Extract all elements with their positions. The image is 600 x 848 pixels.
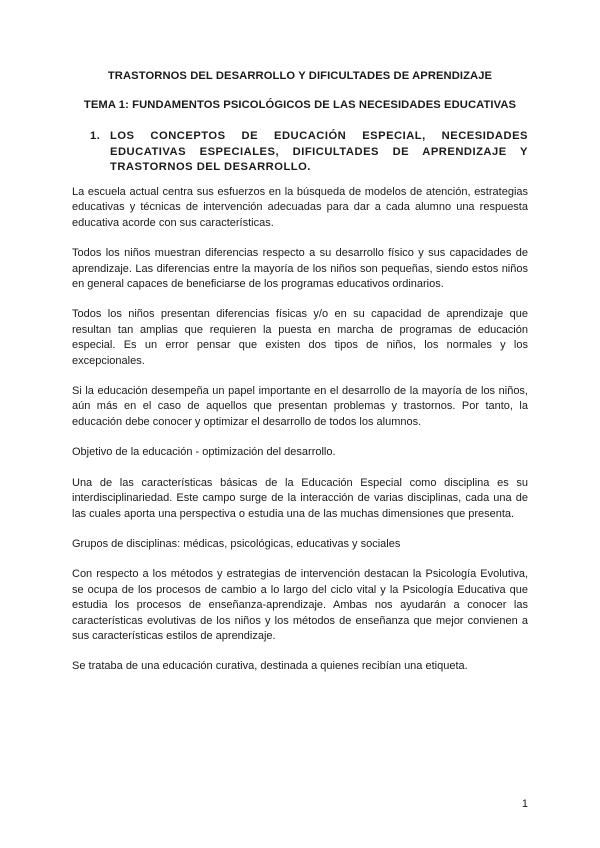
document-title: TRASTORNOS DEL DESARROLLO Y DIFICULTADES DE APRENDIZAJE xyxy=(107,70,493,82)
document-subtitle: TEMA 1: FUNDAMENTOS PSICOLÓGICOS DE LAS NECESIDADES EDUCATIVAS xyxy=(83,99,517,111)
section-number: 1. xyxy=(90,130,101,142)
paragraph: Con respecto a los métodos y estrategias de intervención destacan la Psicología Evolutiva, se ocupa de los procesos de cambio a lo largo del ciclo vital y la Psicología Educativa que estudia los procesos de enseñanza-aprendizaje. Ambas nos ayudarán a conocer las características evolutivas de los niños y los métodos de enseñanza que mejor convienen a sus características estilos de aprendizaje. xyxy=(72,568,528,642)
document-body xyxy=(72,185,528,690)
paragraph: Objetivo de la educación - optimización del desarrollo. xyxy=(72,446,336,459)
paragraph: Se trataba de una educación curativa, destinada a quienes recibían una etiqueta. xyxy=(72,660,468,673)
page-number: 1 xyxy=(521,798,528,810)
paragraph: La escuela actual centra sus esfuerzos en la búsqueda de modelos de atención, estrategias educativas y técnicas de intervención adecuadas para dar a cada alumno una respuesta educativa acorde con sus características. xyxy=(72,186,528,229)
paragraph: Todos los niños presentan diferencias físicas y/o en su capacidad de aprendizaje que resultan tan amplias que requieren la puesta en marcha de programas de educación especial. Es un error pensar que existen dos tipos de niños, los normales y los excepcionales. xyxy=(72,308,528,367)
paragraph: Grupos de disciplinas: médicas, psicológicas, educativas y sociales xyxy=(72,537,401,550)
paragraph: Todos los niños muestran diferencias respecto a su desarrollo físico y sus capacidades de aprendizaje. Las diferencias entre la mayoría de los niños son pequeñas, siendo estos niños en general capaces de beneficiarse de los programas educativos ordinarios. xyxy=(72,247,528,291)
section-heading-text: LOS CONCEPTOS DE EDUCACIÓN ESPECIAL, NECESIDADES EDUCATIVAS ESPECIALES, DIFICULTADES DE APRENDIZAJE Y TRASTORNOS DEL DESARROLLO. xyxy=(110,130,528,173)
paragraph: Una de las características básicas de la Educación Especial como disciplina es su interdisciplinariedad. Este campo surge de la interacción de varias disciplinas, cada una de las cuales aporta una perspectiva o estudia una de las muchas dimensiones que presenta. xyxy=(72,476,528,520)
section-heading xyxy=(92,129,528,176)
paragraph: Si la educación desempeña un papel importante en el desarrollo de la mayoría de los niños, aún más en el caso de aquellos que presentan problemas y trastornos. Por tanto, la educación debe conocer y optimizar el desarrollo de todos los alumnos. xyxy=(72,385,528,428)
